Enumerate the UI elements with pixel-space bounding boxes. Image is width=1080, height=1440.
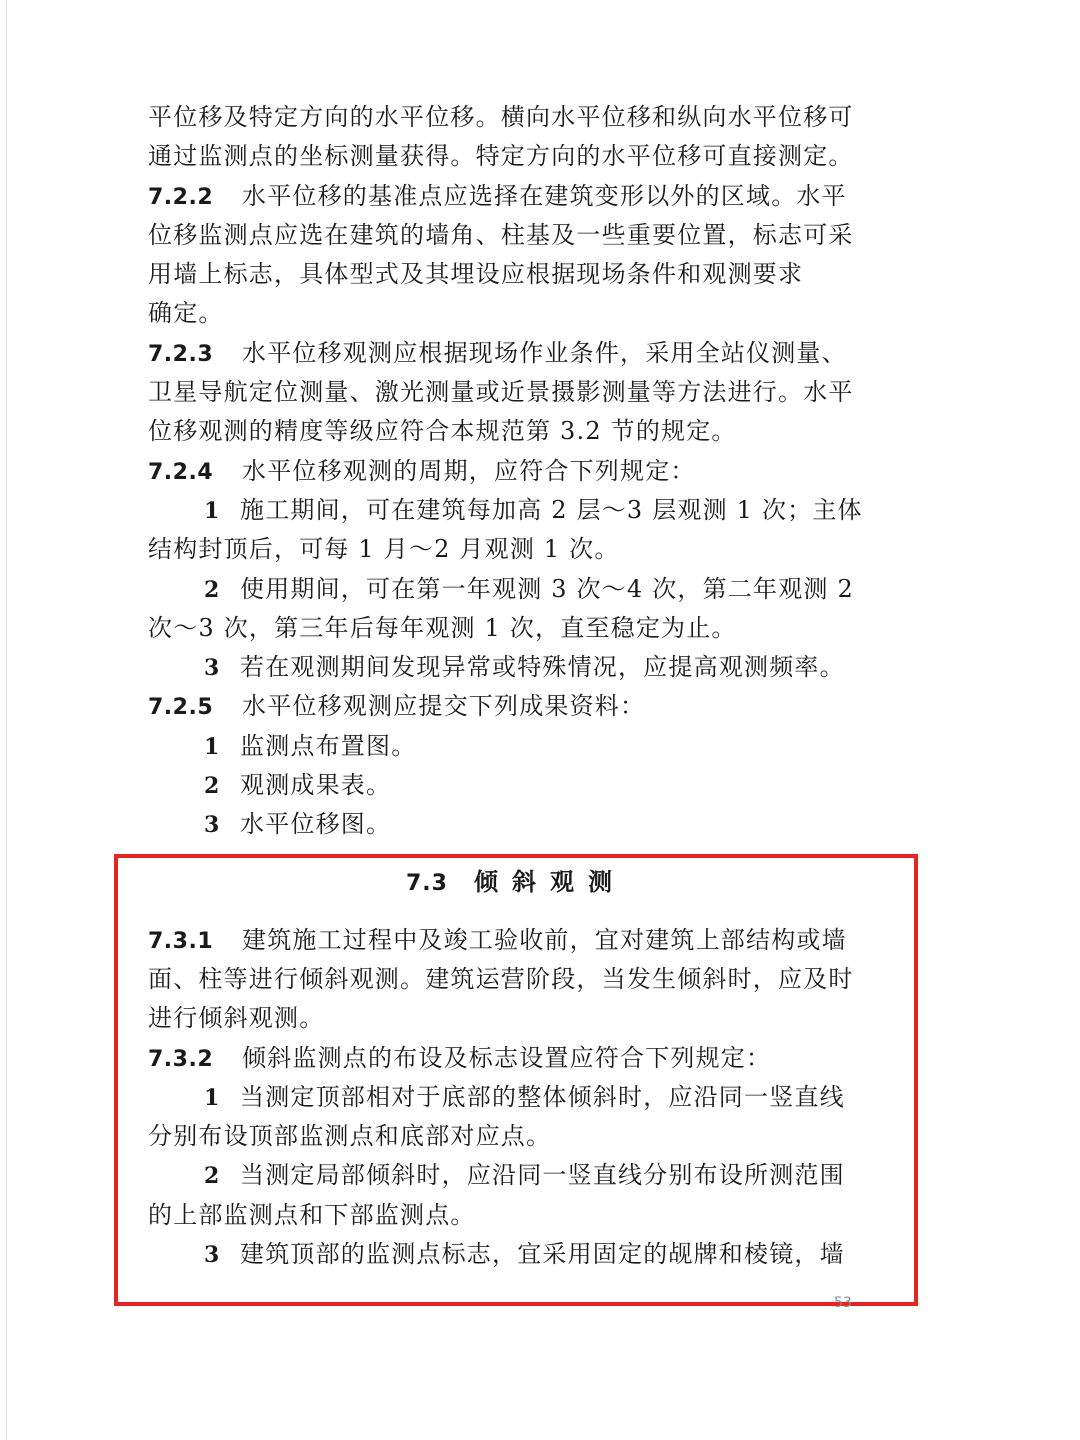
- clause-number: 7.2.4: [148, 459, 214, 485]
- item-number: 1: [204, 1084, 221, 1111]
- list-item-line: [148, 1235, 884, 1274]
- list-item-line: [148, 766, 884, 805]
- clause-number: 7.3.1: [148, 928, 214, 954]
- line-text: 若在观测期间发现异常或特殊情况，应提高观测频率。: [240, 653, 845, 682]
- text-line: [148, 999, 884, 1038]
- text-line: [148, 373, 884, 412]
- document-body: [148, 98, 884, 1274]
- text-line: [148, 1117, 884, 1156]
- item-number: 2: [204, 773, 221, 800]
- text-line: [148, 609, 884, 648]
- page-number: 53: [834, 1295, 852, 1311]
- text-line: [148, 98, 884, 137]
- item-number: 1: [204, 497, 221, 524]
- list-item-line: [148, 491, 884, 530]
- clause-line: [148, 687, 884, 726]
- clause-line: [148, 1039, 884, 1078]
- line-text: 进行倾斜观测。: [148, 1004, 325, 1033]
- section-7-2-text: [148, 98, 884, 845]
- clause-line: [148, 921, 884, 960]
- line-text: 分别布设顶部监测点和底部对应点。: [148, 1122, 552, 1151]
- page-edge-divider: [6, 0, 7, 1440]
- line-text: 观测成果表。: [240, 771, 392, 800]
- line-text: 面、柱等进行倾斜观测。建筑运营阶段，当发生倾斜时，应及时: [148, 964, 854, 993]
- item-number: 2: [204, 576, 221, 603]
- line-text: 水平位移观测应根据现场作业条件，采用全站仪测量、: [242, 338, 847, 367]
- clause-line: [148, 334, 884, 373]
- line-text: 倾斜监测点的布设及标志设置应符合下列规定：: [242, 1043, 772, 1072]
- line-text: 水平位移的基准点应选择在建筑变形以外的区域。水平: [242, 181, 847, 210]
- clause-line: [148, 452, 884, 491]
- item-number: 1: [204, 733, 221, 760]
- line-text: 次～3 次，第三年后每年观测 1 次，直至稳定为止。: [148, 613, 737, 642]
- line-text: 施工期间，可在建筑每加高 2 层～3 层观测 1 次；主体: [240, 495, 863, 524]
- line-text: 当测定顶部相对于底部的整体倾斜时，应沿同一竖直线: [240, 1082, 845, 1111]
- section-number: 7.3: [406, 870, 448, 896]
- list-item-line: [148, 570, 884, 609]
- line-text: 水平位移图。: [240, 810, 392, 839]
- item-number: 3: [204, 655, 221, 682]
- line-text: 使用期间，可在第一年观测 3 次～4 次，第二年观测 2: [240, 574, 854, 603]
- text-line: [148, 137, 884, 176]
- text-line: [148, 530, 884, 569]
- list-item-line: [148, 1156, 884, 1195]
- section-heading-7-3: [148, 853, 884, 911]
- text-line: [148, 216, 884, 255]
- section-7-3-text: [148, 921, 884, 1275]
- line-text: 结构封顶后，可每 1 月～2 月观测 1 次。: [148, 535, 620, 564]
- section-title: 倾斜观测: [473, 866, 626, 896]
- line-text: 平位移及特定方向的水平位移。横向水平位移和纵向水平位移可: [148, 103, 854, 131]
- list-item-line: [148, 648, 884, 687]
- clause-number: 7.2.5: [148, 695, 214, 721]
- text-line: [148, 960, 884, 999]
- list-item-line: [148, 727, 884, 766]
- item-number: 3: [204, 812, 221, 839]
- text-line: [148, 255, 884, 294]
- clause-number: 7.2.3: [148, 341, 214, 367]
- line-text: 建筑顶部的监测点标志，宜采用固定的觇牌和棱镜，墙: [240, 1240, 845, 1269]
- line-text: 确定。: [148, 299, 224, 328]
- text-line: [148, 1196, 884, 1235]
- line-text: 当测定局部倾斜时，应沿同一竖直线分别布设所测范围: [240, 1161, 845, 1190]
- line-text: 的上部监测点和下部监测点。: [148, 1200, 476, 1229]
- line-text: 位移观测的精度等级应符合本规范第 3.2 节的规定。: [148, 417, 737, 446]
- line-text: 卫星导航定位测量、激光测量或近景摄影测量等方法进行。水平: [148, 378, 854, 407]
- text-line: [148, 294, 884, 333]
- item-number: 2: [204, 1163, 221, 1190]
- clause-number: 7.3.2: [148, 1046, 214, 1072]
- clause-line: [148, 177, 884, 216]
- line-text: 水平位移观测应提交下列成果资料：: [242, 692, 646, 721]
- line-text: 建筑施工过程中及竣工验收前，宜对建筑上部结构或墙: [242, 925, 847, 954]
- line-text: 水平位移观测的周期，应符合下列规定：: [242, 456, 696, 485]
- line-text: 监测点布置图。: [240, 731, 417, 760]
- clause-number: 7.2.2: [148, 184, 214, 210]
- item-number: 3: [204, 1242, 221, 1269]
- line-text: 用墙上标志，具体型式及其埋设应根据现场条件和观测要求: [148, 260, 804, 289]
- line-text: 位移监测点应选在建筑的墙角、柱基及一些重要位置，标志可采: [148, 220, 854, 249]
- list-item-line: [148, 805, 884, 844]
- text-line: [148, 412, 884, 451]
- list-item-line: [148, 1078, 884, 1117]
- line-text: 通过监测点的坐标测量获得。特定方向的水平位移可直接测定。: [148, 142, 854, 171]
